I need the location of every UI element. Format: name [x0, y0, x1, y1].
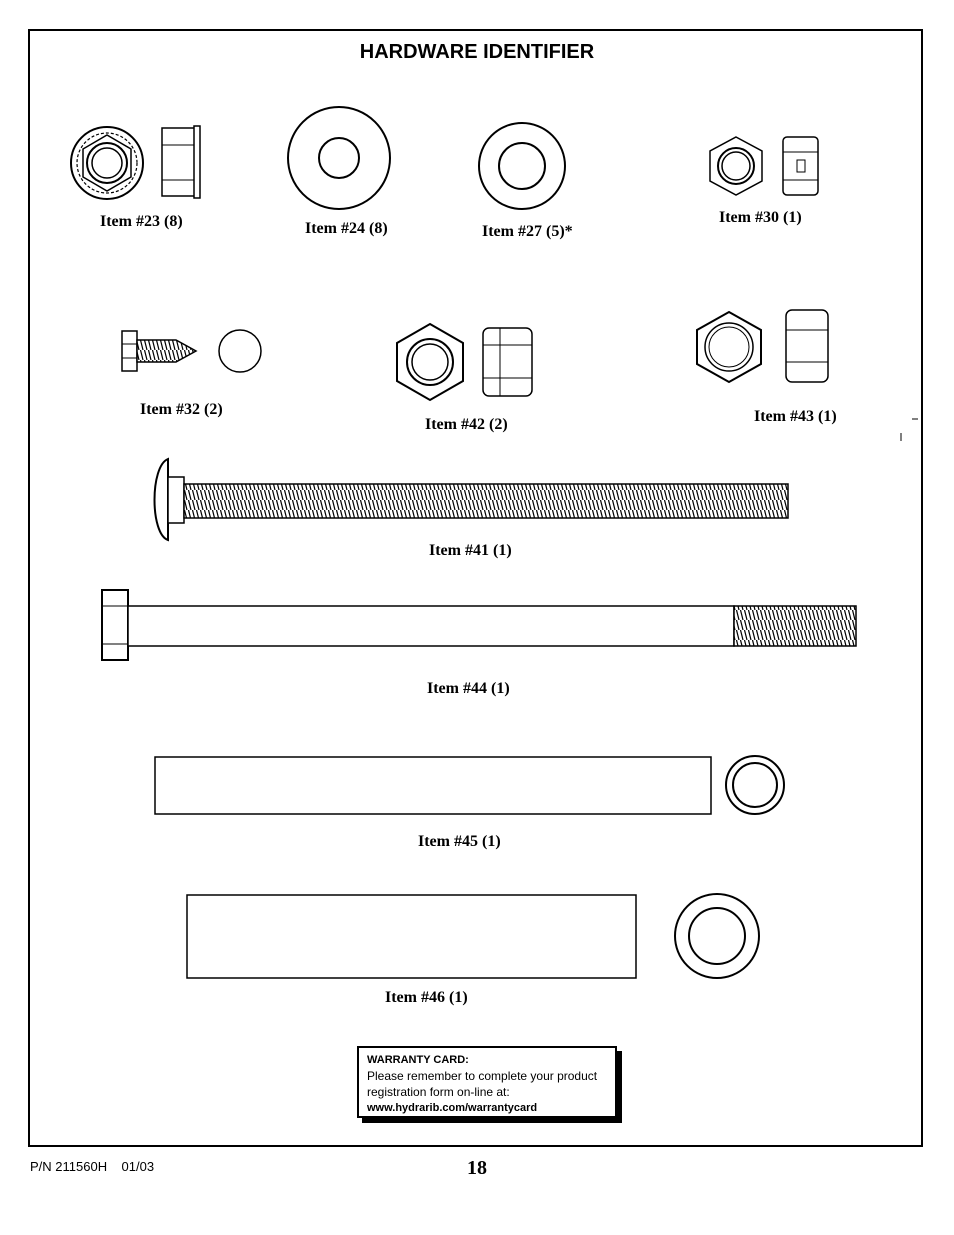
item-23-label: Item #23 (8) — [100, 213, 183, 230]
item-42-label: Item #42 (2) — [425, 416, 508, 433]
warranty-card-box — [357, 1046, 617, 1118]
item-32-label: Item #32 (2) — [140, 401, 223, 418]
flange-nut-icon — [71, 126, 200, 199]
item-24-label: Item #24 (8) — [305, 220, 388, 237]
warranty-line-1: Please remember to complete your product — [367, 1069, 598, 1083]
item-46-label: Item #46 (1) — [385, 989, 468, 1006]
part-number: P/N 211560H — [30, 1159, 108, 1174]
page-number: 18 — [467, 1157, 487, 1179]
item-43-label: Item #43 (1) — [754, 408, 837, 425]
item-30-label: Item #30 (1) — [719, 209, 802, 226]
item-45-label: Item #45 (1) — [418, 833, 501, 850]
flat-washer-icon — [288, 107, 390, 209]
self-tapping-screw-icon — [122, 330, 261, 372]
item-41-label: Item #41 (1) — [429, 542, 512, 559]
page-title: HARDWARE IDENTIFIER — [359, 41, 595, 63]
spacer-tube-icon — [187, 894, 759, 978]
warranty-url: www.hydrarib.com/warrantycard — [367, 1102, 538, 1114]
hex-lock-nut-icon — [710, 137, 818, 195]
item-44-label: Item #44 (1) — [427, 680, 510, 697]
item-27-label: Item #27 (5)* — [482, 223, 573, 240]
flat-washer-icon — [479, 123, 565, 209]
warranty-heading: WARRANTY CARD: — [367, 1054, 469, 1066]
warranty-line-2: registration form on-line at: — [367, 1085, 510, 1099]
carriage-bolt-icon — [155, 459, 789, 540]
hex-bolt-icon — [102, 590, 856, 660]
spacer-tube-icon — [155, 756, 784, 814]
hex-lock-nut-icon — [397, 324, 532, 400]
revision-date: 01/03 — [121, 1159, 155, 1174]
